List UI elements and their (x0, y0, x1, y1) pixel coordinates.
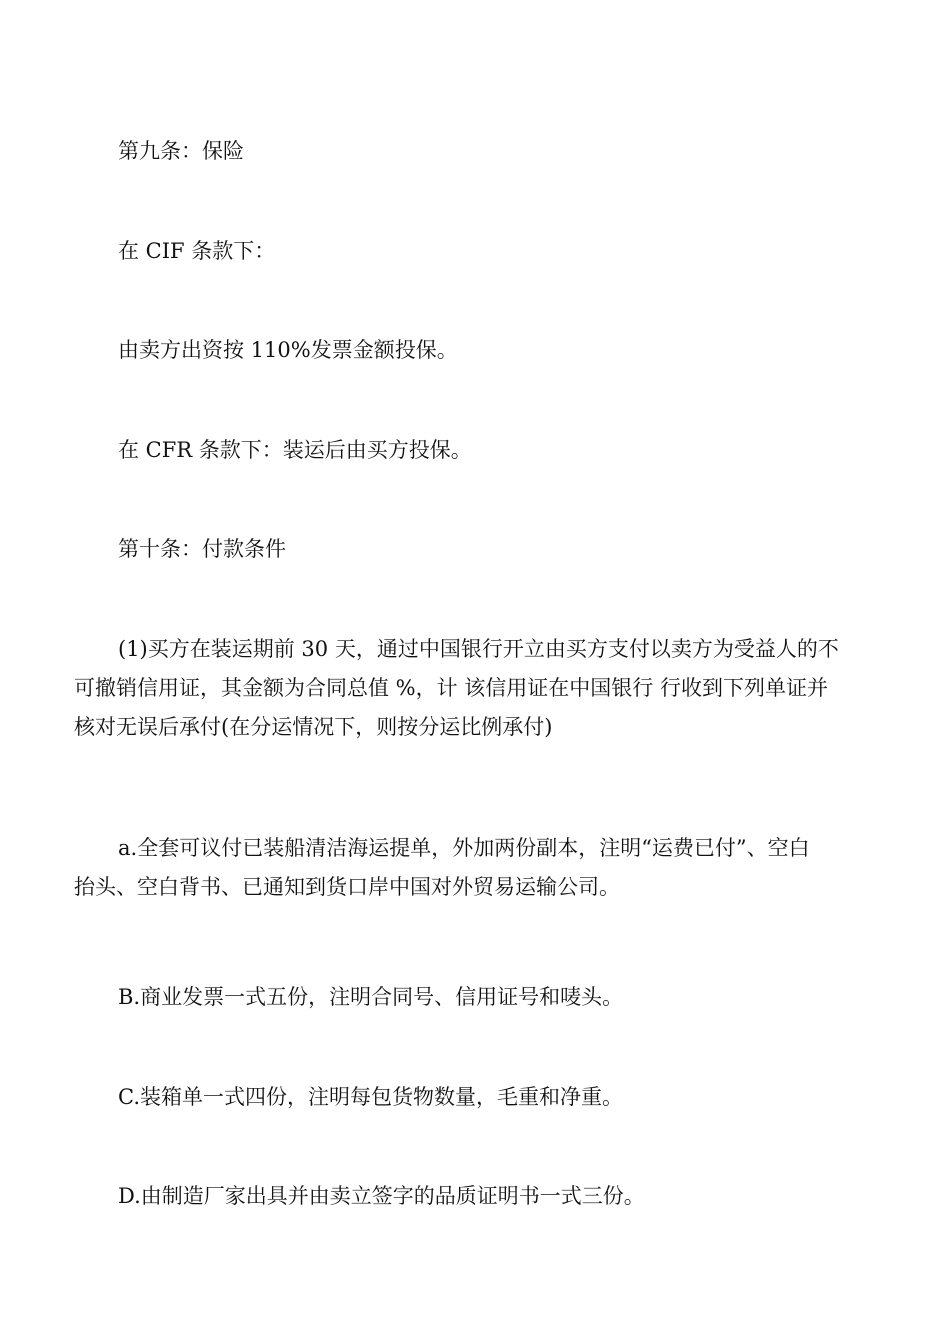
article-ten-heading: 第十条：付款条件 (118, 537, 286, 561)
payment-paragraph-1 (74, 630, 878, 747)
paragraph-line: 核对无误后承付(在分运情况下，则按分运比例承付) (74, 715, 553, 739)
paragraph-line: 可撤销信用证，其金额为合同总值 %，计 该信用证在中国银行 行收到下列单证并 (74, 676, 828, 700)
cfr-clause: 在 CFR 条款下：装运后由买方投保。 (118, 438, 472, 462)
cif-insurance-text: 由卖方出资按 110%发票金额投保。 (118, 338, 458, 362)
document-item-d: D.由制造厂家出具并由卖立签字的品质证明书一式三份。 (118, 1184, 645, 1208)
paragraph-line: a.全套可议付已装船清洁海运提单，外加两份副本，注明“运费已付”、空白 (118, 836, 810, 860)
cif-clause: 在 CIF 条款下： (118, 239, 276, 263)
paragraph-line: 抬头、空白背书、已通知到货口岸中国对外贸易运输公司。 (74, 875, 620, 899)
document-item-c: C.装箱单一式四份，注明每包货物数量，毛重和净重。 (118, 1085, 623, 1109)
article-nine-heading: 第九条：保险 (118, 139, 244, 163)
paragraph-line: (1)买方在装运期前 30 天，通过中国银行开立由买方支付以卖方为受益人的不 (118, 637, 839, 661)
document-item-a (74, 829, 878, 907)
document-item-b: B.商业发票一式五份，注明合同号、信用证号和唛头。 (118, 985, 624, 1009)
